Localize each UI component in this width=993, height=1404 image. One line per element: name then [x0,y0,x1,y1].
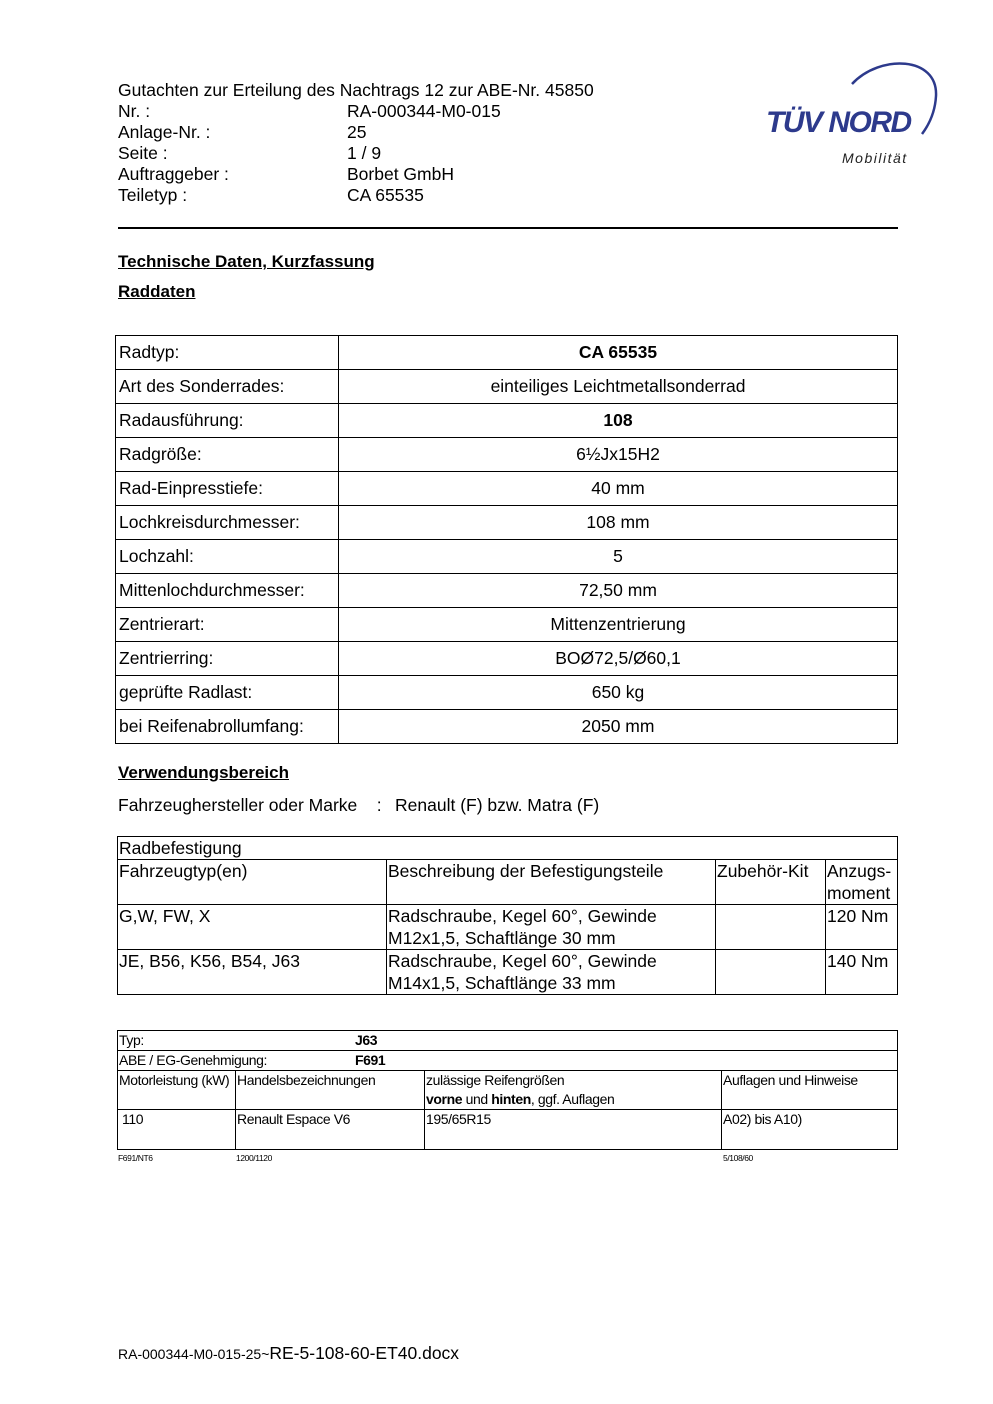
column-header-power: Motorleistung (kW) [118,1071,236,1110]
table-row [116,608,898,642]
tyres-rest: , ggf. Auflagen [530,1091,615,1107]
column-header-notes: Auflagen und Hinweise [722,1071,898,1110]
row-value: 108 [339,404,898,438]
tyres-header-line1: zulässige Reifengrößen [426,1072,565,1088]
cell-torque: 120 Nm [826,905,898,950]
cell-torque: 140 Nm [826,950,898,995]
code-approval: F691/NT6 [118,1153,153,1163]
tyres-front: vorne [426,1091,463,1107]
header-label: Anlage-Nr. : [118,122,211,142]
header-value: 1 / 9 [347,143,382,163]
row-label: geprüfte Radlast: [116,676,339,710]
table-row [116,370,898,404]
cell-kit [716,905,826,950]
table-row [118,1110,898,1150]
cell-name: Renault Espace V6 [236,1110,425,1150]
document-footer [118,1343,459,1364]
vehicle-type-table [117,1030,898,1150]
table-row [116,438,898,472]
abe-cell [118,1051,898,1071]
section-title-technical: Technische Daten, Kurzfassung [118,252,375,271]
header-divider [118,227,898,229]
type-label: Typ: [119,1032,144,1048]
column-header: Zubehör-Kit [716,860,826,905]
code-dimensions: 1200/1120 [236,1153,272,1163]
header-title: Gutachten zur Erteilung des Nachtrags 12 zur ABE-Nr. 45850 [118,80,594,100]
table-row [116,710,898,744]
table-row [116,676,898,710]
type-value: J63 [355,1032,378,1048]
row-value: einteiliges Leichtmetallsonderrad [339,370,898,404]
type-cell [118,1031,898,1051]
row-label: Radgröße: [116,438,339,472]
header-value: CA 65535 [347,185,424,205]
section-title-wheel-data: Raddaten [118,282,196,301]
row-value: 40 mm [339,472,898,506]
header-value: Borbet GmbH [347,164,454,184]
abe-value: F691 [355,1052,386,1068]
footer-filename: RE-5-108-60-ET40.docx [269,1343,460,1363]
row-label: bei Reifenabrollumfang: [116,710,339,744]
header-label: Nr. : [118,101,151,121]
table-row [118,950,898,995]
column-header: Anzugs-moment [826,860,898,905]
code-pattern: 5/108/60 [723,1153,753,1163]
cell-description: Radschraube, Kegel 60°, Gewinde M14x1,5, Schaftlänge 33 mm [387,950,716,995]
mounting-title: Radbefestigung [118,837,898,860]
tyres-and: und [462,1091,492,1107]
column-header: Fahrzeugtyp(en) [118,860,387,905]
cell-tyres: 195/65R15 [425,1110,722,1150]
row-label: Zentrierring: [116,642,339,676]
footer-reference: RA-000344-M0-015-25~ [118,1346,270,1362]
row-label: Radtyp: [116,336,339,370]
tuv-nord-logo [760,56,940,171]
table-header-row [118,860,898,905]
header-label: Auftraggeber : [118,164,229,184]
table-row [116,540,898,574]
table-row [118,837,898,860]
wheel-data-table [115,335,898,744]
cell-vehicle-types: G,W, FW, X [118,905,387,950]
row-value: 72,50 mm [339,574,898,608]
table-row [116,574,898,608]
row-value: BOØ72,5/Ø60,1 [339,642,898,676]
column-header-names: Handelsbezeichnungen [236,1071,425,1110]
row-label: Radausführung: [116,404,339,438]
tyres-rear: hinten [491,1091,531,1107]
row-value: 5 [339,540,898,574]
table-row [118,905,898,950]
header-label: Seite : [118,143,168,163]
table-row [116,472,898,506]
row-value: CA 65535 [339,336,898,370]
manufacturer-value: Renault (F) bzw. Matra (F) [395,795,600,815]
logo-wordmark: TÜV NORD [766,106,911,139]
column-header: Beschreibung der Befestigungsteile [387,860,716,905]
column-header-tyres [425,1071,722,1110]
table-row [118,1031,898,1051]
manufacturer-line [118,795,599,816]
cell-power: 110 [118,1110,236,1150]
header-value: RA-000344-M0-015 [347,101,501,121]
row-label: Zentrierart: [116,608,339,642]
row-value: 2050 mm [339,710,898,744]
table-row [116,506,898,540]
table-row [116,336,898,370]
cell-kit [716,950,826,995]
header-value: 25 [347,122,367,142]
mounting-table [117,836,898,995]
table-row [118,1051,898,1071]
row-value: 650 kg [339,676,898,710]
table-header-row [118,1071,898,1110]
manufacturer-label: Fahrzeughersteller oder Marke [118,795,358,815]
abe-label: ABE / EG-Genehmigung: [119,1052,268,1068]
header-label: Teiletyp : [118,185,188,205]
cell-vehicle-types: JE, B56, K56, B54, J63 [118,950,387,995]
cell-notes: A02) bis A10) [722,1110,898,1150]
row-label: Lochzahl: [116,540,339,574]
row-value: Mittenzentrierung [339,608,898,642]
row-value: 108 mm [339,506,898,540]
row-label: Lochkreisdurchmesser: [116,506,339,540]
manufacturer-separator: : [376,795,382,815]
table-row [116,642,898,676]
logo-subtitle: Mobilität [842,150,908,166]
row-label: Art des Sonderrades: [116,370,339,404]
section-title-usage: Verwendungsbereich [118,763,289,782]
row-value: 6½Jx15H2 [339,438,898,472]
row-label: Mittenlochdurchmesser: [116,574,339,608]
row-label: Rad-Einpresstiefe: [116,472,339,506]
table-row [116,404,898,438]
cell-description: Radschraube, Kegel 60°, Gewinde M12x1,5, Schaftlänge 30 mm [387,905,716,950]
